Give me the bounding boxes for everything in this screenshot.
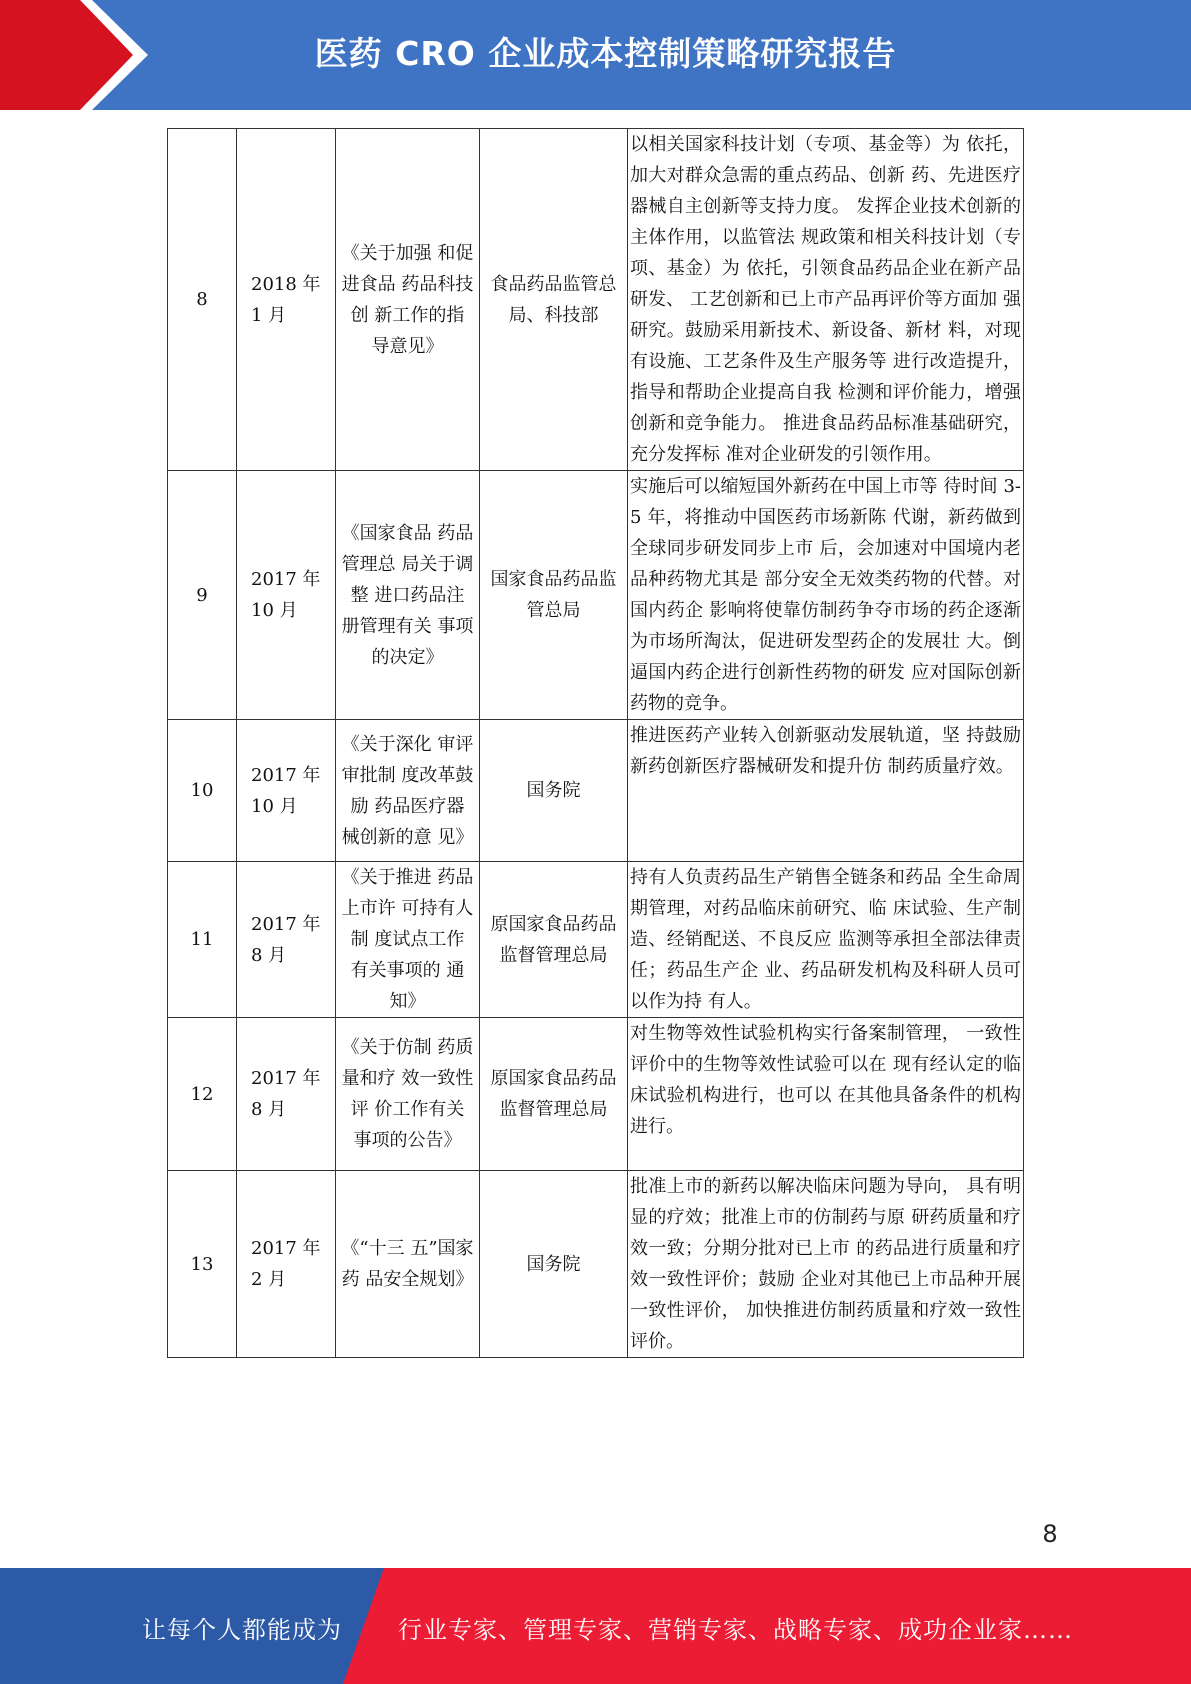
table-row [168,1018,1024,1171]
policy-content: 推进医药产业转入创新驱动发展轨道，坚 持鼓励新药创新医疗器械研发和提升仿 制药质量疗效。 [628,720,1024,862]
policy-content: 实施后可以缩短国外新药在中国上市等 待时间 3-5 年，将推动中国医药市场新陈 代谢，新药做到全球同步研发同步上市 后，会加速对中国境内老品种药物尤其是 部分安全无效类药物的代替。对国内药企 影响将使靠仿制药争夺市场的药企逐渐 为市场所淘汰，促进研发型药企的发展壮 大。倒逼国内药企进行创新性药物的研发 应对国际创新药物的竞争。 [628,471,1024,720]
policy-content: 持有人负责药品生产销售全链条和药品 全生命周期管理，对药品临床前研究、临 床试验、生产制造、经销配送、不良反应 监测等承担全部法律责任；药品生产企 业、药品研发机构及科研人员可以作为持 有人。 [628,862,1024,1018]
policy-table [167,128,1024,1358]
document-title: 《关于仿制 药质量和疗 效一致性评 价工作有关 事项的公告》 [336,1018,480,1171]
row-number: 12 [168,1018,237,1171]
policy-content: 批准上市的新药以解决临床问题为导向， 具有明显的疗效；批准上市的仿制药与原 研药质量和疗效一致；分期分批对已上市 的药品进行质量和疗效一致性评价；鼓励 企业对其他已上市品种开展一致性评价， 加快推进仿制药质量和疗效一致性评价。 [628,1171,1024,1358]
footer-slogan-right: 行业专家、管理专家、营销专家、战略专家、成功企业家…… [398,1616,1073,1644]
policy-content: 对生物等效性试验机构实行备案制管理， 一致性评价中的生物等效性试验可以在 现有经认定的临床试验机构进行，也可以 在其他具备条件的机构进行。 [628,1018,1024,1171]
issue-date: 2017 年 10 月 [237,720,336,862]
table-row [168,862,1024,1018]
issuing-authority: 原国家食品药品监督管理总局 [480,1018,628,1171]
document-title: 《“十三 五”国家药 品安全规划》 [336,1171,480,1358]
document-title: 《国家食品 药品管理总 局关于调整 进口药品注 册管理有关 事项的决定》 [336,471,480,720]
page-header [0,0,1191,110]
issuing-authority: 国务院 [480,1171,628,1358]
page-footer [0,1568,1191,1684]
page-number: 8 [1042,1520,1058,1548]
table-row [168,1171,1024,1358]
row-number: 10 [168,720,237,862]
footer-slogan-left: 让每个人都能成为 [142,1616,342,1644]
report-title: 医药 CRO 企业成本控制策略研究报告 [314,34,897,73]
issuing-authority: 国家食品药品监管总局 [480,471,628,720]
issuing-authority: 食品药品监管总局、科技部 [480,129,628,471]
table-row [168,471,1024,720]
document-title: 《关于推进 药品上市许 可持有人制 度试点工作 有关事项的 通知》 [336,862,480,1018]
issue-date: 2017 年 2 月 [237,1171,336,1358]
policy-content: 以相关国家科技计划（专项、基金等）为 依托，加大对群众急需的重点药品、创新 药、先进医疗器械自主创新等支持力度。 发挥企业技术创新的主体作用，以监管法 规政策和相关科技计划（专项、基金）为 依托，引领食品药品企业在新产品研发、 工艺创新和已上市产品再评价等方面加 强研究。鼓励采用新技术、新设备、新材 料，对现有设施、工艺条件及生产服务等 进行改造提升，指导和帮助企业提高自我 检测和评价能力，增强创新和竞争能力。 推进食品药品标准基础研究，充分发挥标 准对企业研发的引领作用。 [628,129,1024,471]
row-number: 13 [168,1171,237,1358]
row-number: 9 [168,471,237,720]
issue-date: 2017 年 8 月 [237,862,336,1018]
issue-date: 2017 年 10 月 [237,471,336,720]
issuing-authority: 国务院 [480,720,628,862]
document-title: 《关于加强 和促进食品 药品科技创 新工作的指 导意见》 [336,129,480,471]
table-row [168,720,1024,862]
issue-date: 2017 年 8 月 [237,1018,336,1171]
table-row [168,129,1024,471]
row-number: 11 [168,862,237,1018]
issuing-authority: 原国家食品药品监督管理总局 [480,862,628,1018]
document-title: 《关于深化 审评审批制 度改革鼓励 药品医疗器 械创新的意 见》 [336,720,480,862]
row-number: 8 [168,129,237,471]
issue-date: 2018 年 1 月 [237,129,336,471]
